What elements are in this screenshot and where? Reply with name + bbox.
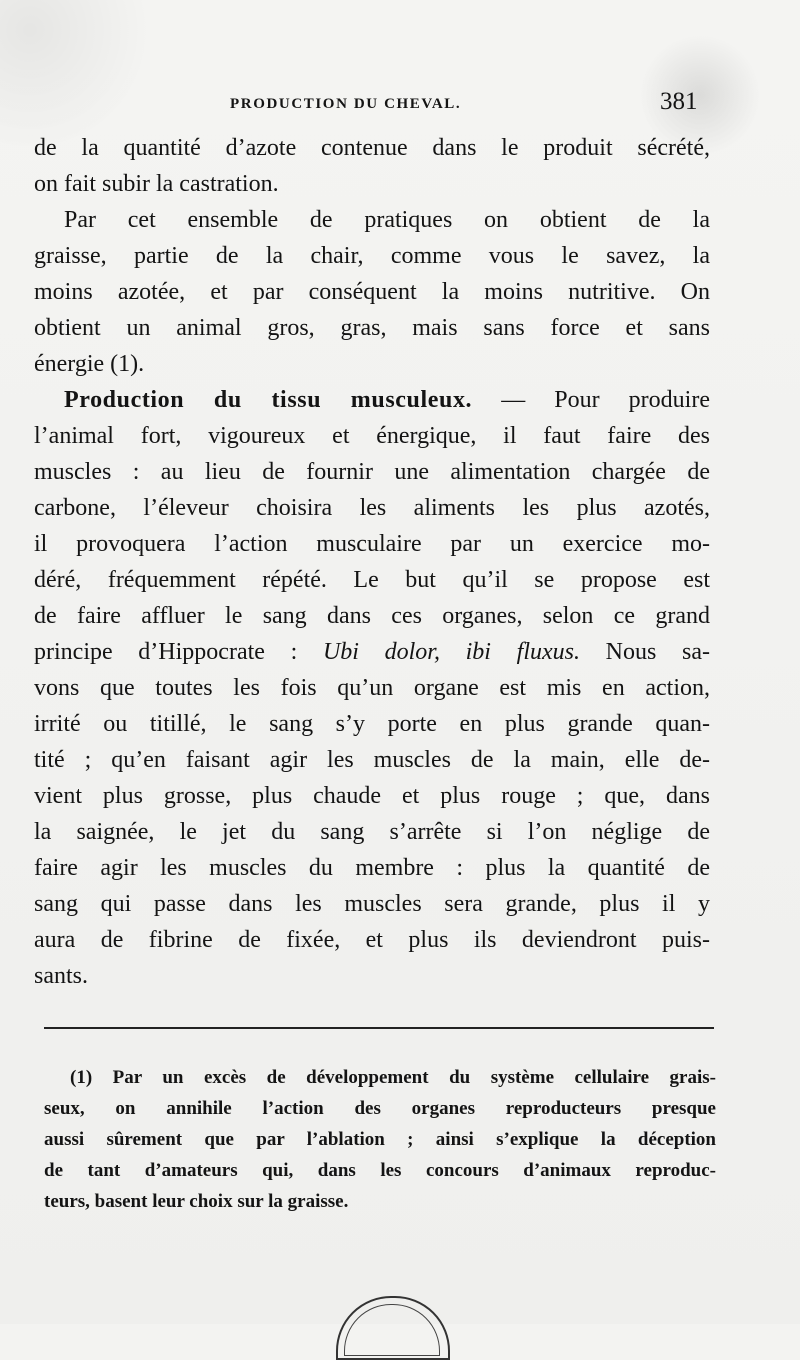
footnote-line: (1) Par un excès de développement du système cellulaire grais- [70, 1067, 716, 1088]
text-line: tité ; qu’en faisant agir les muscles de la main, elle de- [34, 747, 710, 773]
page-number: 381 [660, 88, 698, 115]
footnote-line: teurs, basent leur choix sur la graisse. [44, 1191, 349, 1212]
text-line: il provoquera l’action musculaire par un exercice mo- [34, 531, 710, 557]
text-line: la saignée, le jet du sang s’arrête si l’on néglige de [34, 819, 710, 845]
text-line: sants. [34, 963, 88, 989]
text-line: muscles : au lieu de fournir une alimentation chargée de [34, 459, 710, 485]
text-line: faire agir les muscles du membre : plus la quantité de [34, 855, 710, 881]
quote-line-after: Nous sa- [579, 639, 710, 665]
section-heading: Production du tissu musculeux. [64, 387, 473, 413]
running-title: PRODUCTION DU CHEVAL. [230, 96, 462, 112]
footnote-rule [44, 1027, 714, 1029]
section-heading-line [34, 382, 710, 418]
text-line: vient plus grosse, plus chaude et plus rouge ; que, dans [34, 783, 710, 809]
quote-line [34, 634, 710, 670]
footnote [44, 1062, 716, 1217]
text-line: déré, fréquemment répété. Le but qu’il se propose est [34, 567, 710, 593]
text-line: vons que toutes les fois qu’un organe est mis en action, [34, 675, 710, 701]
quote-line-before: principe d’Hippocrate : [34, 639, 323, 665]
footnote-line: seux, on annihile l’action des organes reproducteurs presque [44, 1098, 716, 1119]
text-line: irrité ou titillé, le sang s’y porte en plus grande quan- [34, 711, 710, 737]
body-text [34, 130, 710, 994]
footnote-line: aussi sûrement que par l’ablation ; ainsi s’explique la déception [44, 1129, 716, 1150]
stamp-inner-ring [344, 1304, 440, 1356]
text-line: de la quantité d’azote contenue dans le produit sécrété, [34, 135, 710, 161]
text-line: obtient un animal gros, gras, mais sans force et sans [34, 315, 710, 341]
running-head [0, 88, 800, 118]
text-line: graisse, partie de la chair, comme vous le savez, la [34, 243, 710, 269]
text-line: carbone, l’éleveur choisira les aliments les plus azotés, [34, 495, 710, 521]
text-line: Par cet ensemble de pratiques on obtient de la [64, 207, 710, 233]
latin-quote: Ubi dolor, ibi fluxus. [322, 639, 580, 665]
footnote-line: de tant d’amateurs qui, dans les concours d’animaux reproduc- [44, 1160, 716, 1181]
text-line: on fait subir la castration. [34, 171, 279, 197]
heading-line-rest: — Pour produire [472, 387, 710, 413]
text-line: l’animal fort, vigoureux et énergique, il faut faire des [34, 423, 710, 449]
text-line: sang qui passe dans les muscles sera grande, plus il y [34, 891, 710, 917]
text-line: énergie (1). [34, 351, 145, 377]
text-line: de faire affluer le sang dans ces organes, selon ce grand [34, 603, 710, 629]
text-line: aura de fibrine de fixée, et plus ils deviendront puis- [34, 927, 710, 953]
library-stamp [336, 1296, 450, 1360]
text-line: moins azotée, et par conséquent la moins nutritive. On [34, 279, 710, 305]
